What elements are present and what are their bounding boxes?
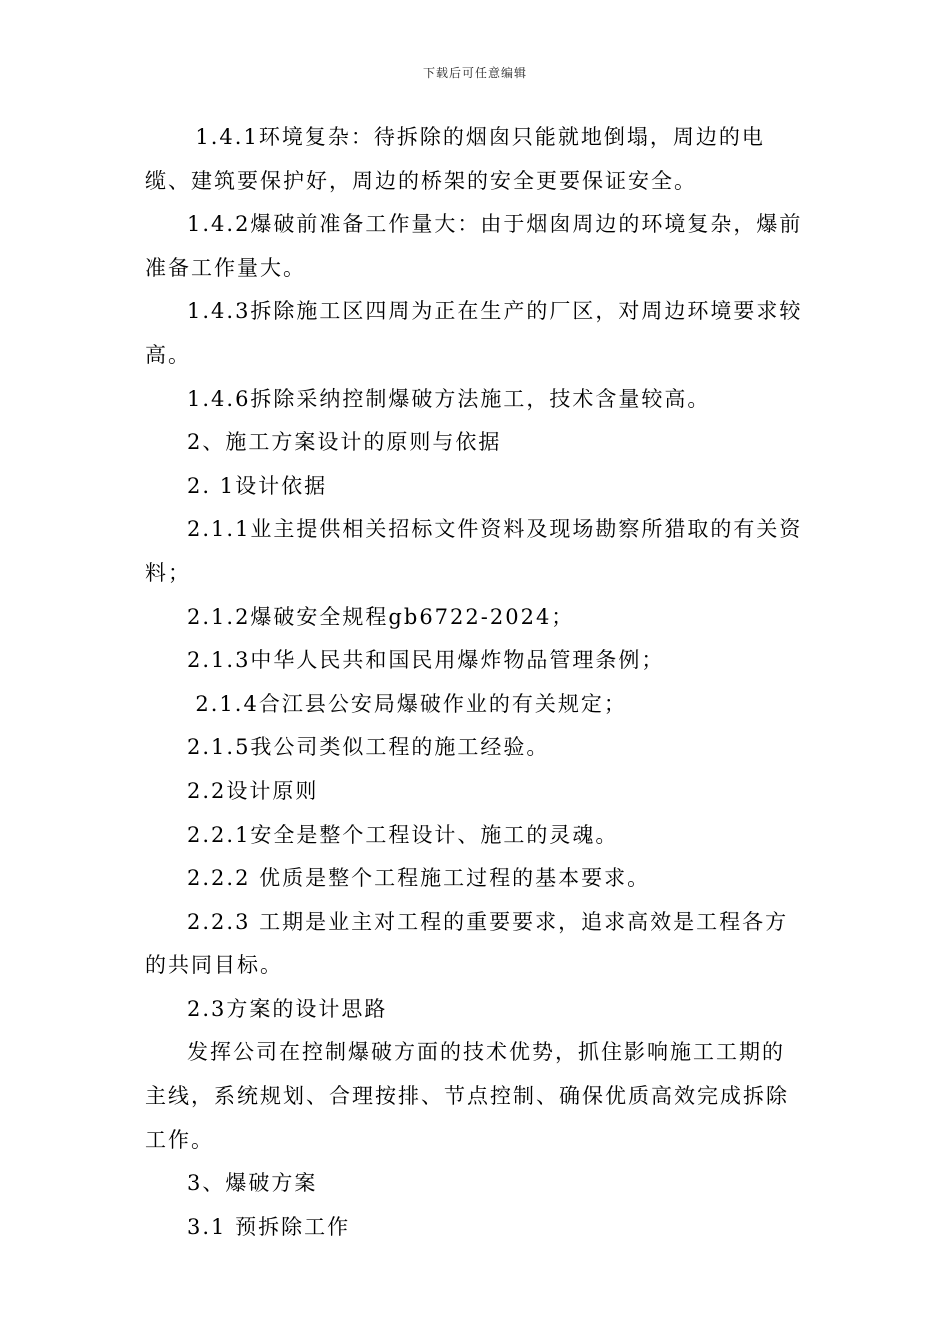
paragraph-2-2-1: 2.2.1安全是整个工程设计、施工的灵魂。	[187, 822, 619, 847]
paragraph-1-4-1: 1.4.1环境复杂：待拆除的烟囱只能就地倒塌，周边的电缆、建筑要保护好，周边的桥架的安全更要保证安全。	[145, 125, 765, 193]
paragraph-design-approach: 发挥公司在控制爆破方面的技术优势，抓住影响施工工期的主线，系统规划、合理按排、节点控制、确保优质高效完成拆除工作。	[145, 1040, 789, 1152]
subsection-heading-2-2: 2.2设计原则	[187, 778, 319, 803]
section-heading-3: 3、爆破方案	[187, 1171, 318, 1196]
subsection-heading-2-1: 2. 1设计依据	[187, 473, 328, 498]
paragraph-1-4-6: 1.4.6拆除采纳控制爆破方法施工，技术含量较高。	[187, 386, 711, 411]
paragraph-2-1-4: 2.1.4合江县公安局爆破作业的有关规定；	[195, 691, 627, 716]
paragraph-2-2-2: 2.2.2 优质是整个工程施工过程的基本要求。	[187, 866, 651, 891]
document-body	[145, 116, 805, 1249]
section-heading-2: 2、施工方案设计的原则与依据	[187, 430, 502, 455]
subsection-heading-2-3: 2.3方案的设计思路	[187, 996, 388, 1021]
page-header: 下载后可任意编辑	[422, 66, 527, 80]
paragraph-2-1-3: 2.1.3中华人民共和国民用爆炸物品管理条例；	[187, 648, 665, 673]
paragraph-2-1-1: 2.1.1业主提供相关招标文件资料及现场勘察所猎取的有关资料；	[145, 517, 803, 585]
paragraph-2-2-3: 2.2.3 工期是业主对工程的重要要求，追求高效是工程各方的共同目标。	[145, 909, 789, 978]
paragraph-1-4-2: 1.4.2爆破前准备工作量大：由于烟囱周边的环境复杂，爆前准备工作量大。	[145, 212, 803, 280]
paragraph-2-1-2: 2.1.2爆破安全规程gb6722-2024；	[187, 604, 575, 629]
paragraph-2-1-5: 2.1.5我公司类似工程的施工经验。	[187, 735, 550, 760]
subsection-heading-3-1: 3.1 预拆除工作	[187, 1214, 351, 1239]
paragraph-1-4-3: 1.4.3拆除施工区四周为正在生产的厂区，对周边环境要求较高。	[145, 299, 803, 367]
